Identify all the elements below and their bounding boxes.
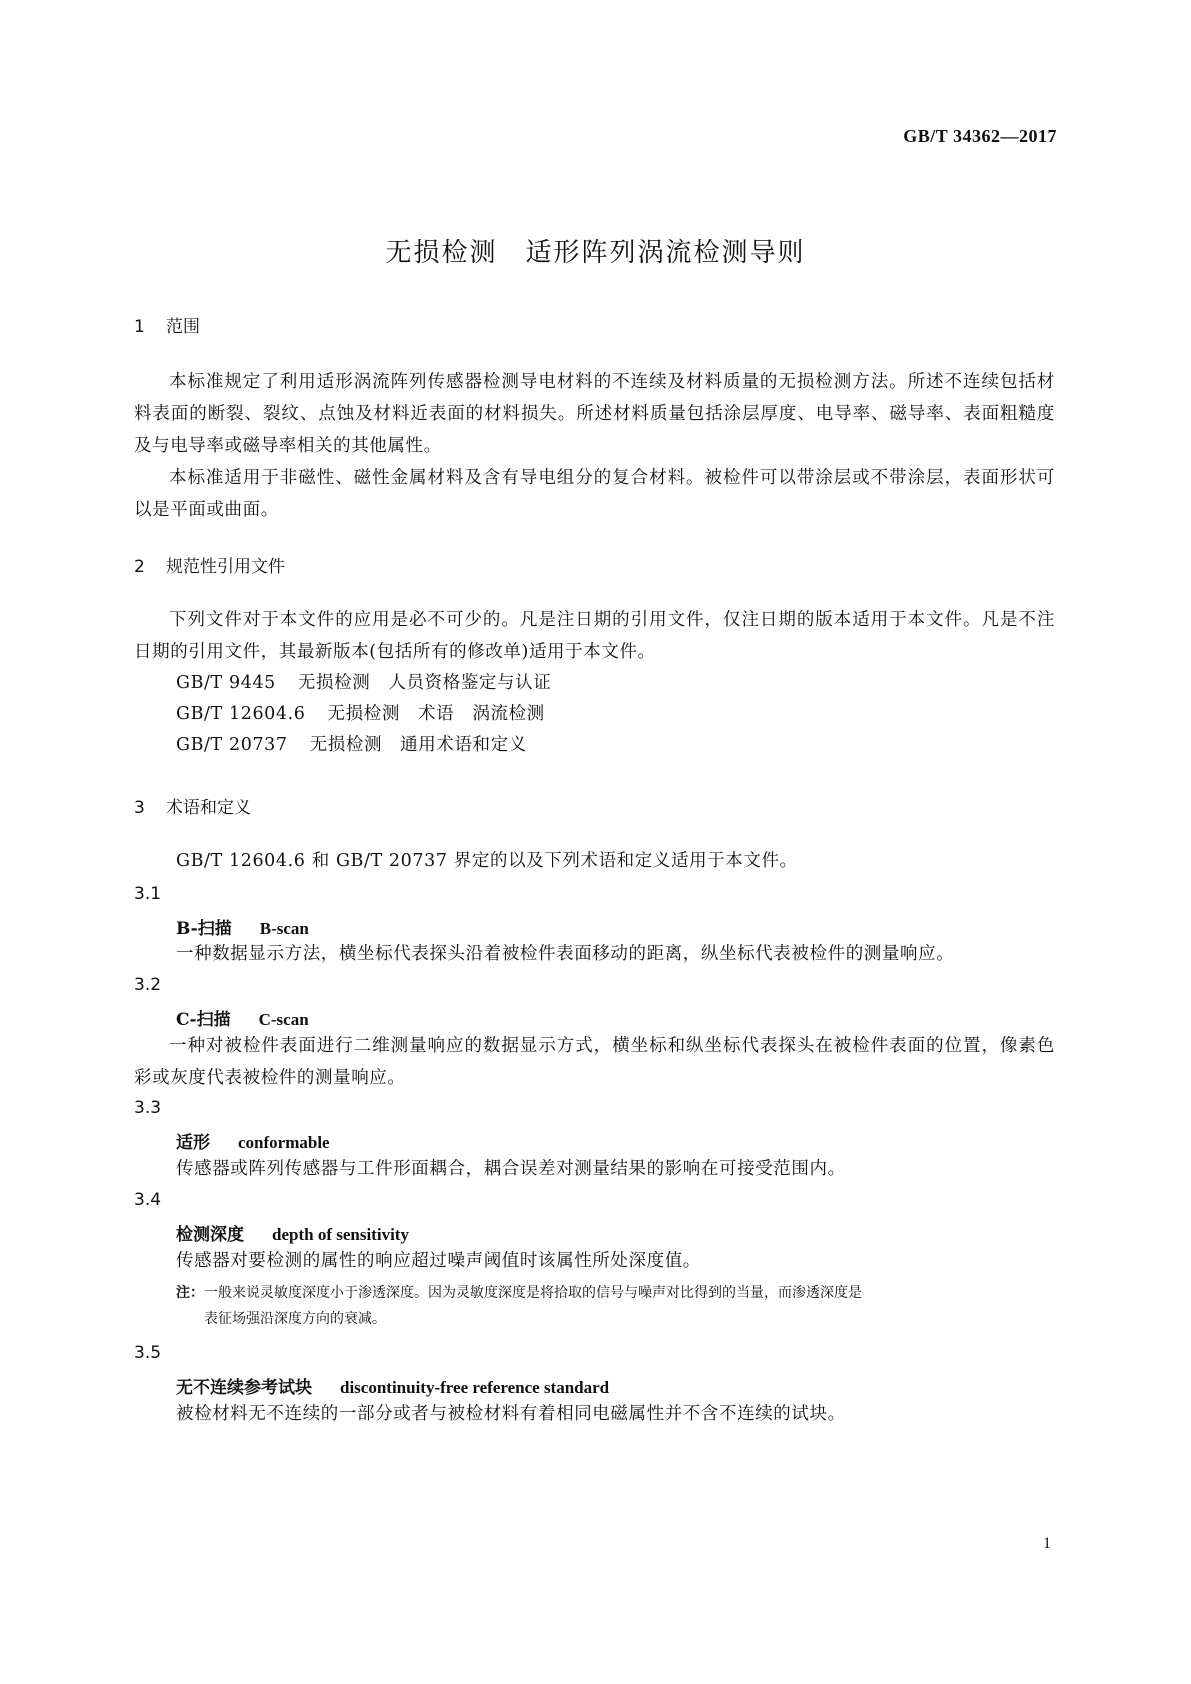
term-definition: 一种数据显示方法，横坐标代表探头沿着被检件表面移动的距离，纵坐标代表被检件的测量响应。 [176, 944, 955, 964]
term-definition: 一种对被检件表面进行二维测量响应的数据显示方式，横坐标和纵坐标代表探头在被检件表面的位置，像素色彩或灰度代表被检件的测量响应。 [134, 1036, 1055, 1088]
clause-number: 3.1 [134, 884, 162, 904]
term-definition: 传感器对要检测的属性的响应超过噪声阈值时该属性所处深度值。 [176, 1251, 701, 1271]
document-title: 无损检测 适形阵列涡流检测导则 [385, 238, 806, 268]
reference-title: 无损检测 术语 涡流检测 [327, 704, 545, 724]
standard-code: GB/T 34362—2017 [903, 126, 1057, 146]
term-zh: 检测深度 [176, 1225, 244, 1245]
term-definition: 被检材料无不连续的一部分或者与被检材料有着相同电磁属性并不含不连续的试块。 [176, 1404, 846, 1424]
term-zh: C-扫描 [176, 1010, 231, 1030]
note-text: 一般来说灵敏度深度小于渗透深度。因为灵敏度深度是将拾取的信号与噪声对比得到的当量，而渗透深度是 [204, 1285, 862, 1301]
section-1-heading [134, 312, 200, 337]
section-3-intro: GB/T 12604.6 和 GB/T 20737 界定的以及下列术语和定义适用于本文件。 [176, 851, 798, 871]
section-title: 规范性引用文件 [166, 557, 285, 577]
reference-item [176, 729, 527, 761]
section-2-heading [134, 552, 285, 577]
term-definition: 传感器或阵列传感器与工件形面耦合，耦合误差对测量结果的影响在可接受范围内。 [176, 1159, 846, 1179]
reference-code: GB/T 9445 [176, 673, 276, 693]
section-2-intro: 下列文件对于本文件的应用是必不可少的。凡是注日期的引用文件，仅注日期的版本适用于本文件。凡是不注日期的引用文件，其最新版本(包括所有的修改单)适用于本文件。 [134, 610, 1055, 662]
term-heading [176, 1220, 409, 1245]
reference-item [176, 667, 551, 699]
reference-code: GB/T 12604.6 [176, 704, 306, 724]
note-text-continued: 表征场强沿深度方向的衰减。 [204, 1311, 386, 1327]
reference-item [176, 698, 545, 730]
clause-number: 3.2 [134, 975, 162, 995]
term-note [176, 1280, 1056, 1332]
term-heading [176, 1005, 309, 1030]
clause-number: 3.5 [134, 1343, 162, 1363]
term-en: depth of sensitivity [272, 1225, 409, 1244]
clause-number: 3.4 [134, 1190, 162, 1210]
clause-number: 3.3 [134, 1098, 162, 1118]
reference-title: 无损检测 通用术语和定义 [309, 735, 527, 755]
section-title: 术语和定义 [166, 798, 251, 818]
section-1-paragraph-1: 本标准规定了利用适形涡流阵列传感器检测导电材料的不连续及材料质量的无损检测方法。所述不连续包括材料表面的断裂、裂纹、点蚀及材料近表面的材料损失。所述材料质量包括涂层厚度、电导率、磁导率、表面粗糙度及与电导率或磁导率相关的其他属性。 [134, 372, 1055, 456]
section-number: 2 [134, 557, 145, 577]
section-1-paragraph-2: 本标准适用于非磁性、磁性金属材料及含有导电组分的复合材料。被检件可以带涂层或不带涂层，表面形状可以是平面或曲面。 [134, 468, 1055, 520]
term-zh: B-扫描 [176, 919, 232, 939]
term-en: C-scan [258, 1010, 309, 1029]
term-heading [176, 1373, 609, 1398]
note-label: 注： [176, 1285, 204, 1301]
term-en: B-scan [259, 919, 309, 938]
page-number: 1 [1043, 1535, 1051, 1552]
section-number: 1 [134, 317, 145, 337]
section-3-heading [134, 793, 251, 818]
term-en: discontinuity-free reference standard [340, 1378, 610, 1397]
reference-title: 无损检测 人员资格鉴定与认证 [297, 673, 552, 693]
section-number: 3 [134, 798, 145, 818]
term-heading [176, 1128, 330, 1153]
reference-code: GB/T 20737 [176, 735, 288, 755]
term-zh: 无不连续参考试块 [176, 1378, 312, 1398]
term-en: conformable [238, 1133, 330, 1152]
term-heading [176, 914, 309, 939]
term-zh: 适形 [176, 1133, 210, 1153]
section-title: 范围 [166, 317, 200, 337]
